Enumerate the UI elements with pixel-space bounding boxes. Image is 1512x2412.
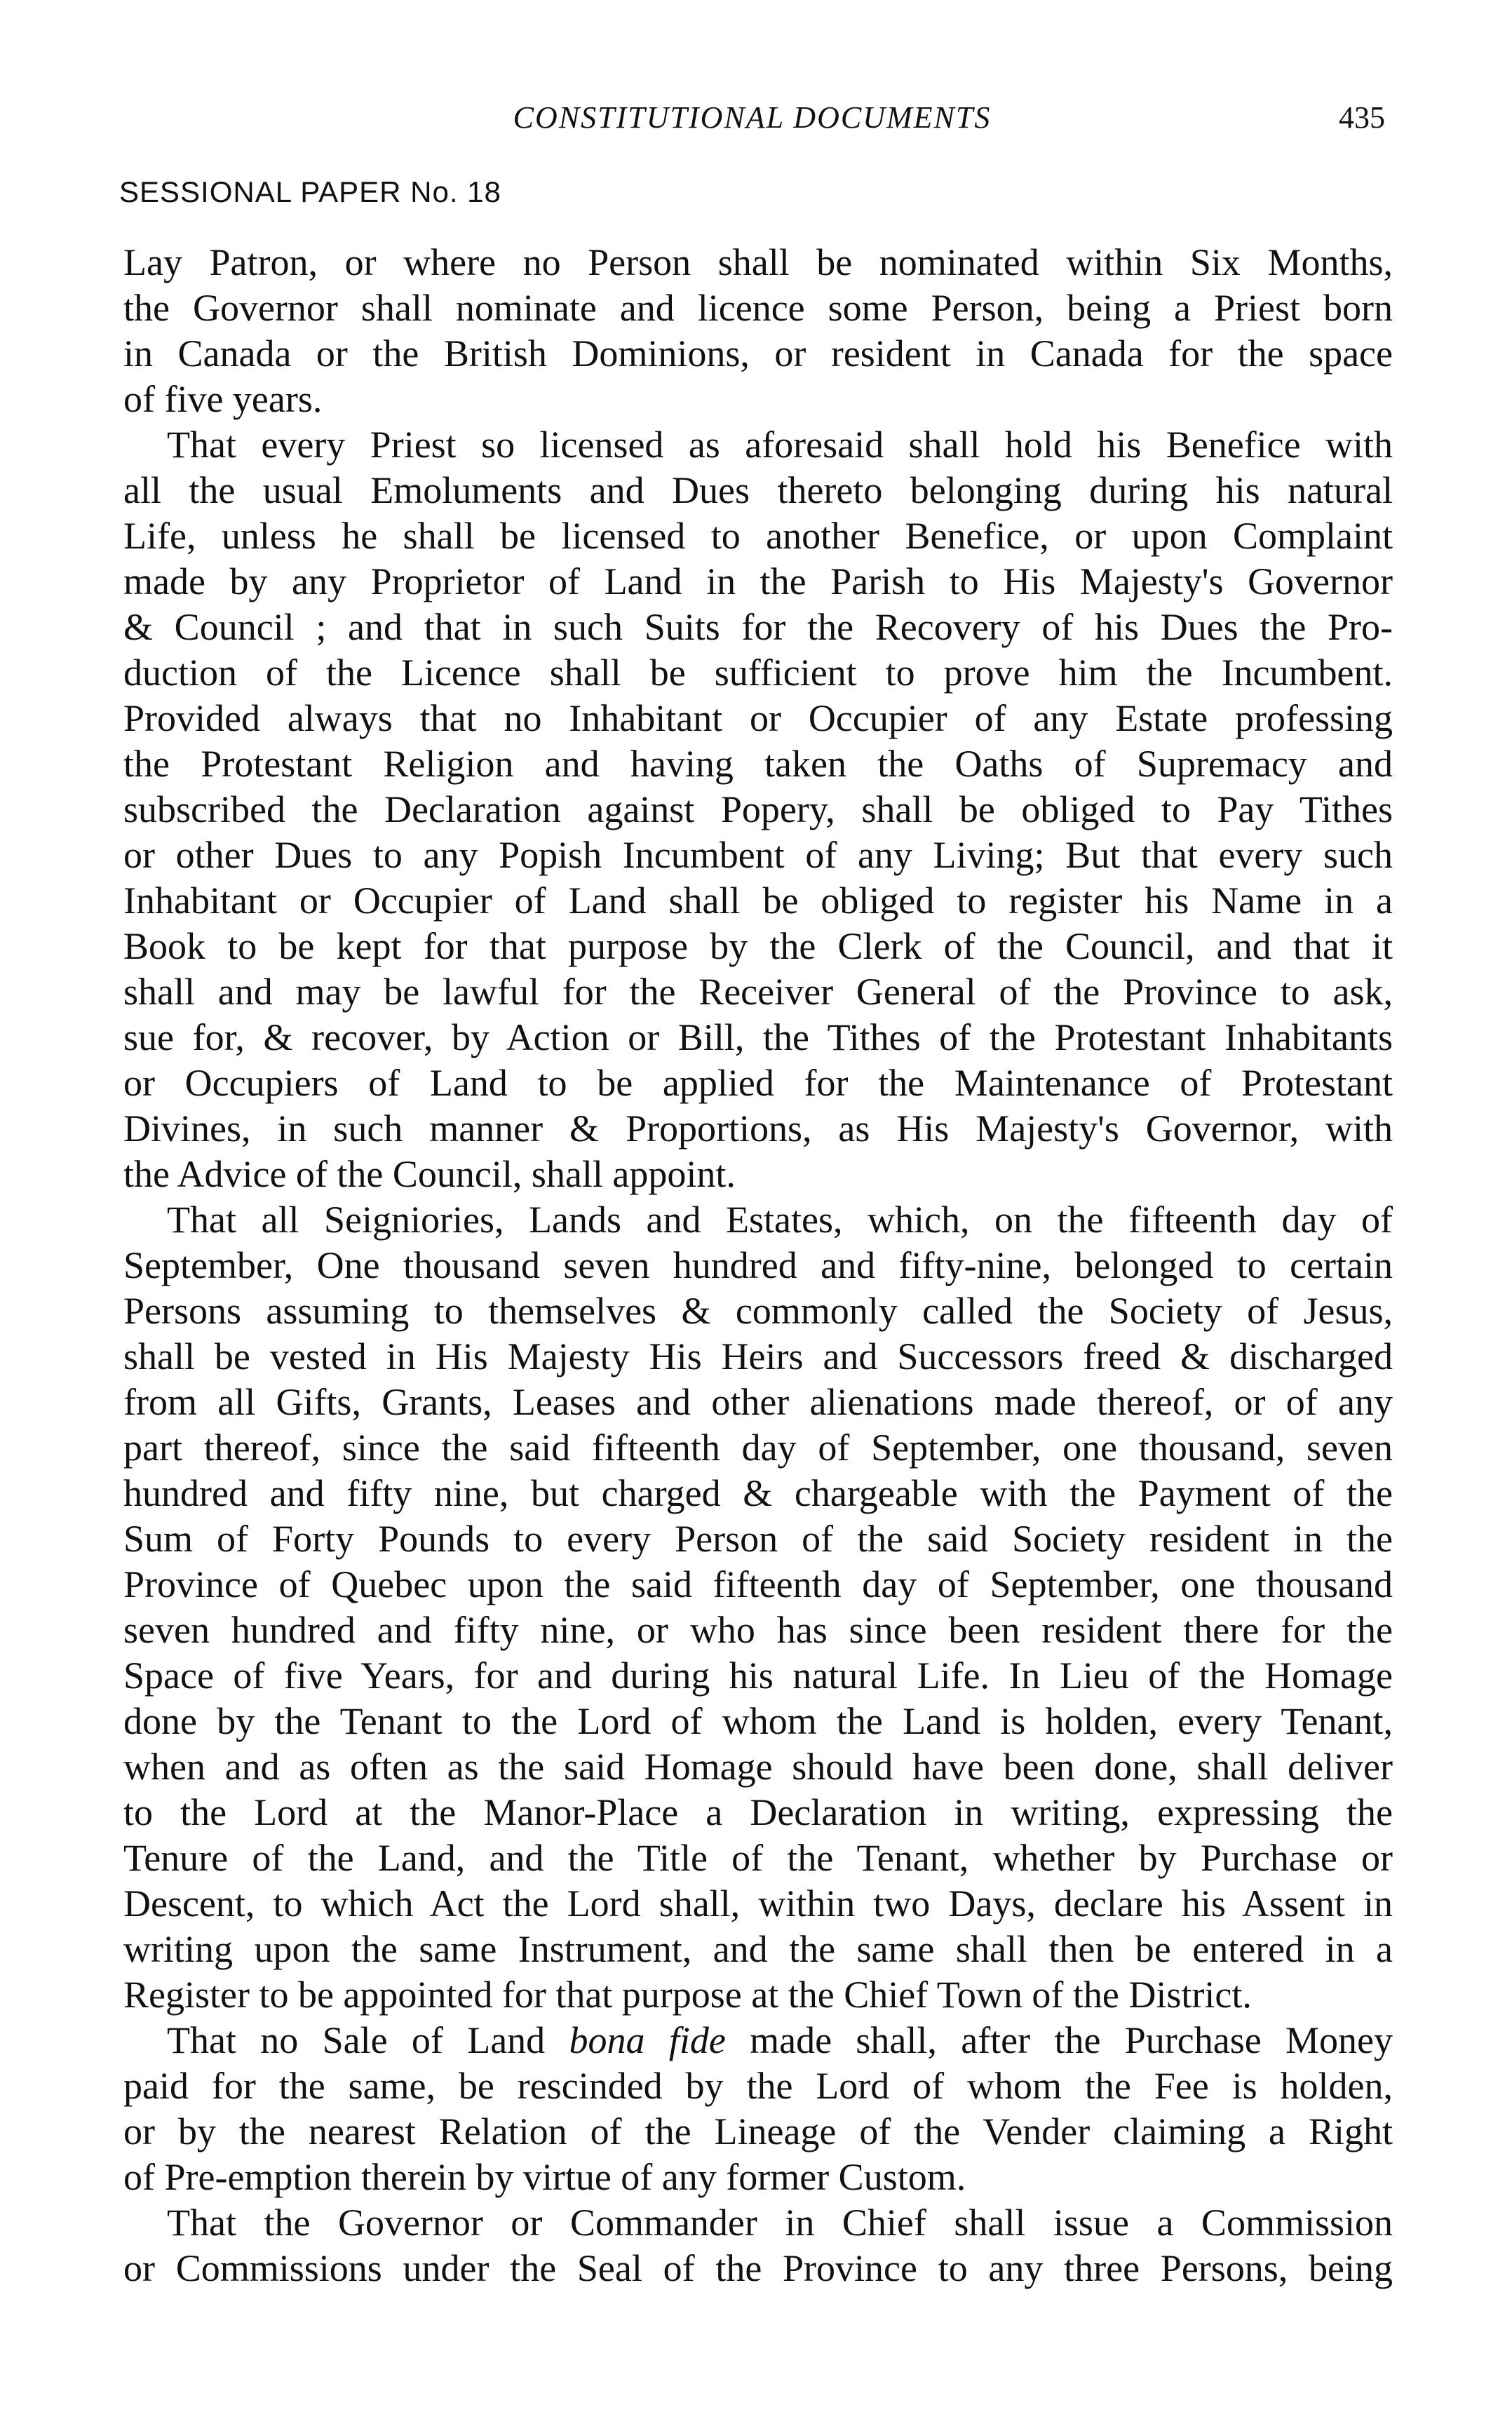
text-line: the Governor shall nominate and licence some Person, being a Priest born — [123, 287, 1393, 329]
text-line: or other Dues to any Popish Incumbent of any Living; But that every such — [123, 834, 1393, 876]
text-line: Lay Patron, or where no Person shall be nominated within Six Months, — [123, 241, 1393, 283]
text-line: That every Priest so licensed as aforesaid shall hold his Benefice with — [167, 424, 1393, 466]
text-line: shall be vested in His Majesty His Heirs and Successors freed & discharged — [123, 1335, 1393, 1377]
text-line: seven hundred and fifty nine, or who has since been resident there for the — [123, 1609, 1393, 1651]
text-line: Tenure of the Land, and the Title of the Tenant, whether by Purchase or — [123, 1837, 1393, 1879]
text-line: Descent, to which Act the Lord shall, within two Days, declare his Assent in — [123, 1882, 1393, 1925]
text-line: all the usual Emoluments and Dues thereto belonging during his natural — [123, 469, 1393, 511]
text-line: made by any Proprietor of Land in the Parish to His Majesty's Governor — [123, 560, 1393, 602]
running-title: CONSTITUTIONAL DOCUMENTS — [513, 100, 992, 135]
text-line: shall and may be lawful for the Receiver General of the Province to ask, — [123, 971, 1393, 1013]
text-line: or Occupiers of Land to be applied for the Maintenance of Protestant — [123, 1062, 1393, 1104]
sessional-paper-label: SESSIONAL PAPER No. 18 — [119, 175, 501, 208]
text-line: Life, unless he shall be licensed to another Benefice, or upon Complaint — [123, 515, 1393, 557]
text-line: or Commissions under the Seal of the Province to any three Persons, being — [123, 2247, 1393, 2289]
text-line: the Protestant Religion and having taken the Oaths of Supremacy and — [123, 743, 1393, 785]
text-line: Book to be kept for that purpose by the Clerk of the Council, and that it — [123, 925, 1393, 967]
text-line: of five years. — [123, 378, 323, 420]
text-line: September, One thousand seven hundred and fifty-nine, belonged to certain — [123, 1244, 1393, 1286]
text-line: & Council ; and that in such Suits for the Recovery of his Dues the Pro- — [123, 606, 1393, 648]
paragraph — [123, 2200, 1393, 2291]
text-line: That all Seigniories, Lands and Estates, which, on the fifteenth day of — [167, 1199, 1393, 1241]
text-line: the Advice of the Council, shall appoint. — [123, 1153, 736, 1195]
text-line: duction of the Licence shall be sufficient to prove him the Incumbent. — [123, 652, 1393, 694]
text-line: Register to be appointed for that purpose at the Chief Town of the District. — [123, 1974, 1252, 2016]
text-line: Divines, in such manner & Proportions, as His Majesty's Governor, with — [123, 1107, 1393, 1150]
text-fragment: That no Sale of Land — [167, 2019, 546, 2061]
text-line: Space of five Years, for and during his natural Life. In Lieu of the Homage — [123, 1655, 1393, 1697]
text-line: writing upon the same Instrument, and the same shall then be entered in a — [123, 1928, 1393, 1970]
text-line: hundred and fifty nine, but charged & chargeable with the Payment of the — [123, 1472, 1393, 1514]
text-line: Provided always that no Inhabitant or Occupier of any Estate professing — [123, 697, 1393, 739]
text-line: Sum of Forty Pounds to every Person of the said Society resident in the — [123, 1518, 1393, 1560]
text-line — [123, 2018, 1393, 2063]
paragraph — [123, 2018, 1393, 2200]
text-line: or by the nearest Relation of the Lineage of the Vender claiming a Right — [123, 2110, 1393, 2152]
text-line: done by the Tenant to the Lord of whom the Land is holden, every Tenant, — [123, 1700, 1393, 1742]
text-line: in Canada or the British Dominions, or resident in Canada for the space — [123, 332, 1393, 375]
text-line: Province of Quebec upon the said fifteenth day of September, one thousand — [123, 1563, 1393, 1605]
text-line: from all Gifts, Grants, Leases and other alienations made thereof, or of any — [123, 1381, 1393, 1423]
text-line: paid for the same, be rescinded by the Lord of whom the Fee is holden, — [123, 2065, 1393, 2107]
text-line: of Pre-emption therein by virtue of any former Custom. — [123, 2156, 966, 2198]
text-line: That the Governor or Commander in Chief shall issue a Commission — [167, 2202, 1393, 2244]
text-line: when and as often as the said Homage should have been done, shall deliver — [123, 1746, 1393, 1788]
page-number: 435 — [1339, 100, 1385, 135]
text-line: to the Lord at the Manor-Place a Declaration in writing, expressing the — [123, 1791, 1393, 1833]
running-header — [119, 97, 1385, 146]
text-line: subscribed the Declaration against Popery, shall be obliged to Pay Tithes — [123, 788, 1393, 830]
paragraph — [123, 422, 1393, 1197]
italic-term: bona fide — [569, 2019, 726, 2061]
body-text — [123, 240, 1393, 2291]
text-fragment: made shall, after the Purchase Money — [750, 2019, 1393, 2061]
paragraph — [123, 1197, 1393, 2018]
text-line: Persons assuming to themselves & commonly called the Society of Jesus, — [123, 1290, 1393, 1332]
paragraph — [123, 240, 1393, 422]
text-line: sue for, & recover, by Action or Bill, the Tithes of the Protestant Inhabitants — [123, 1016, 1393, 1058]
text-line: part thereof, since the said fifteenth day of September, one thousand, seven — [123, 1427, 1393, 1469]
text-line: Inhabitant or Occupier of Land shall be obliged to register his Name in a — [123, 880, 1393, 922]
